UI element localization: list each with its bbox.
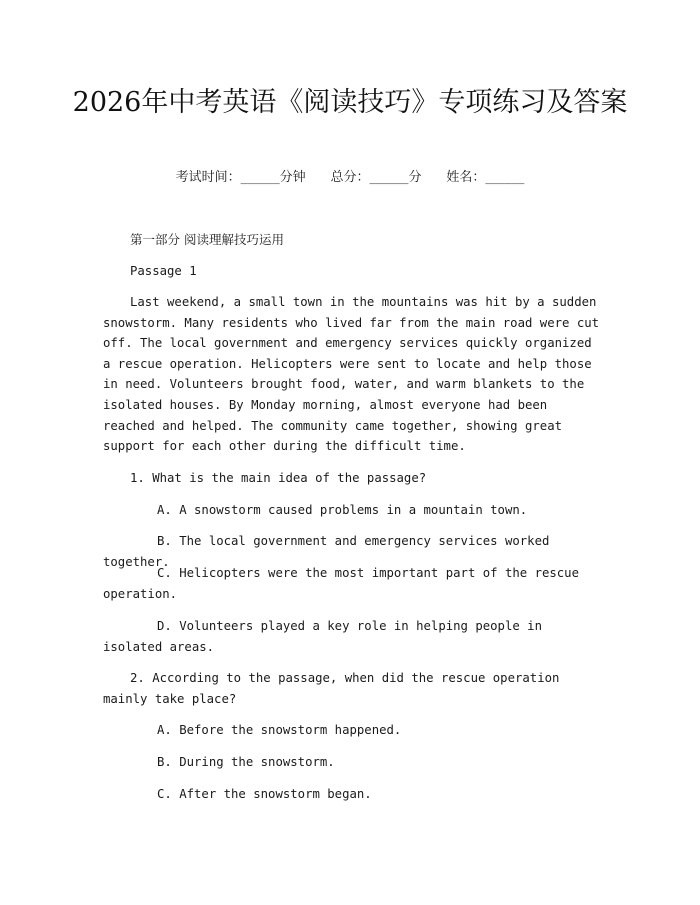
question-1-option-c: C. Helicopters were the most important part of the rescue operation. [103, 566, 579, 601]
time-unit: 分钟 [279, 170, 306, 185]
question-text: According to the passage, when did the rescue operation mainly take place? [103, 671, 560, 706]
question-number: 2. [130, 671, 145, 685]
score-blank: ______ [369, 170, 409, 185]
question-1-option-d: D. Volunteers played a key role in helping people in isolated areas. [103, 619, 542, 654]
question-2-option-a: A. Before the snowstorm happened. [157, 723, 402, 737]
time-label: 考试时间： [175, 170, 241, 185]
question-2-option-c: C. After the snowstorm began. [157, 787, 372, 801]
question-1-option-b: B. The local government and emergency services worked together. [103, 534, 550, 569]
exam-meta-line [0, 168, 700, 188]
passage-title: Passage 1 [130, 264, 197, 278]
passage-text: Last weekend, a small town in the mountains was hit by a sudden snowstorm. Many residents who lived far from the main road were cut off. The local government and emergency services quickly organized a rescue operation. Helicopters were sent to locate and help those in need. Volunteers brought food, water, and warm blankets to the isolated houses. By Monday morning, almost everyone had been reached and helped. The community came together, showing great support for each other during the difficult time. [103, 295, 600, 454]
section-heading: 第一部分 阅读理解技巧运用 [130, 232, 284, 247]
question-2 [103, 668, 603, 709]
question-1-option-a: A. A snowstorm caused problems in a mountain town. [157, 503, 528, 517]
score-label: 总分： [330, 170, 370, 185]
document-title: 2026年中考英语《阅读技巧》专项练习及答案 [72, 87, 628, 118]
name-label: 姓名： [446, 170, 486, 185]
name-blank: ______ [485, 170, 525, 185]
question-1 [103, 468, 603, 489]
meta-spacer [306, 170, 331, 185]
meta-spacer [422, 170, 447, 185]
time-blank: ______ [240, 170, 280, 185]
question-text: What is the main idea of the passage? [152, 471, 427, 485]
score-unit: 分 [408, 170, 422, 185]
question-2-option-b: B. During the snowstorm. [157, 755, 335, 769]
question-number: 1. [130, 471, 145, 485]
